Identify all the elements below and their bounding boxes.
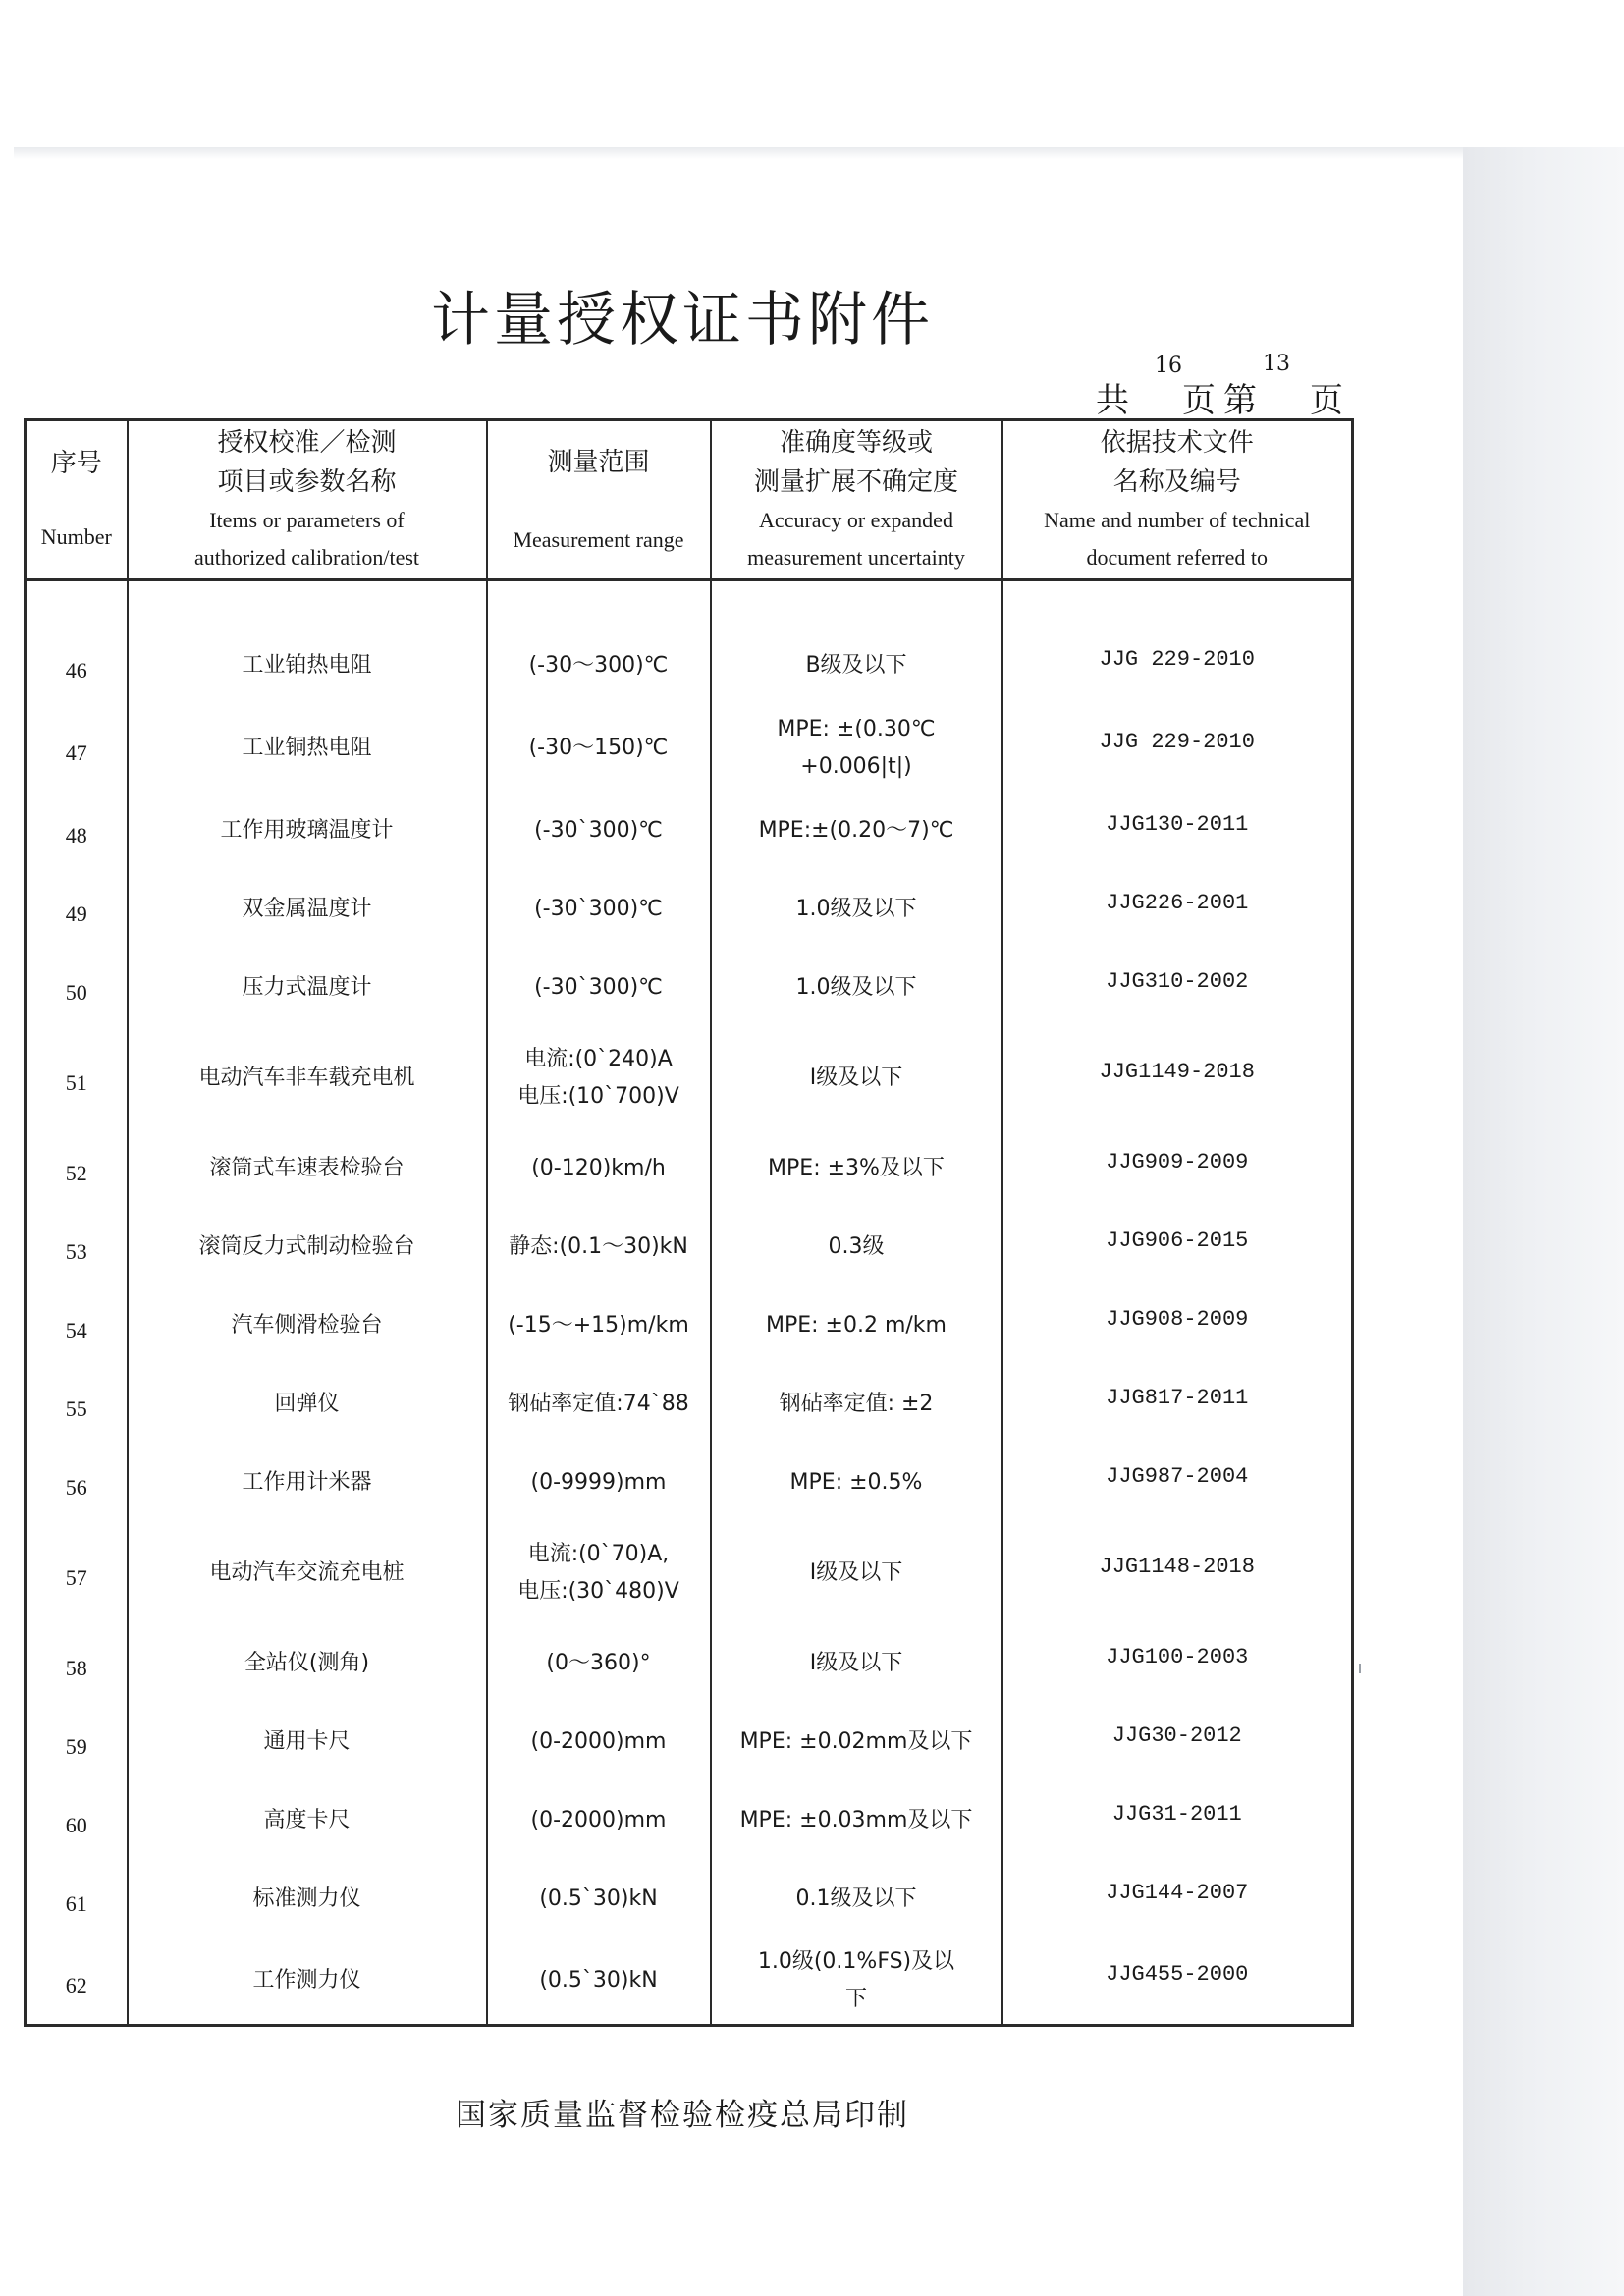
row-range-line: 电压:(30`480)V <box>517 1579 679 1604</box>
table-row <box>26 627 1353 705</box>
row-number: 57 <box>26 1522 128 1624</box>
row-accuracy-line: 1.0级(0.1%FS)及以 <box>757 1949 955 1975</box>
header-item-cn-2: 项目或参数名称 <box>217 467 397 497</box>
table-row <box>26 1208 1353 1286</box>
page-counter <box>1090 352 1355 420</box>
row-accuracy-line: 下 <box>844 1987 867 2012</box>
row-range <box>487 870 711 949</box>
row-range <box>487 627 711 705</box>
row-item: 汽车侧滑检验台 <box>128 1286 487 1365</box>
table-row <box>26 1860 1353 1939</box>
table-row <box>26 1027 1353 1129</box>
row-range-line: (-15～+15)m/km <box>508 1313 689 1338</box>
document-title: 计量授权证书附件 <box>431 286 934 355</box>
row-item: 工业铜热电阻 <box>128 705 487 792</box>
row-accuracy <box>711 1703 1002 1781</box>
row-item: 工业铂热电阻 <box>128 627 487 705</box>
row-document: JJG30-2012 <box>1002 1703 1353 1781</box>
row-number: 48 <box>26 792 128 870</box>
row-range-line: (-30～150)℃ <box>528 736 669 760</box>
table-row <box>26 949 1353 1027</box>
row-document: JJG455-2000 <box>1002 1939 1353 2025</box>
row-accuracy <box>711 705 1002 792</box>
row-accuracy <box>711 1624 1002 1703</box>
header-number-en: Number <box>40 524 112 549</box>
table-row <box>26 1624 1353 1703</box>
header-document-en-2: document referred to <box>1086 545 1268 570</box>
row-accuracy-line: I级及以下 <box>809 1560 903 1585</box>
header-document-cn-2: 名称及编号 <box>1112 467 1241 497</box>
table-row <box>26 705 1353 792</box>
scan-speck <box>1359 1664 1361 1673</box>
row-accuracy-line: 1.0级及以下 <box>795 975 917 1000</box>
row-accuracy-line: MPE: ±3%及以下 <box>768 1156 945 1180</box>
row-item: 全站仪(测角) <box>128 1624 487 1703</box>
row-range <box>487 1703 711 1781</box>
row-document: JJG 229-2010 <box>1002 627 1353 705</box>
header-document-cn-1: 依据技术文件 <box>1100 428 1254 458</box>
row-accuracy <box>711 1129 1002 1208</box>
row-item: 双金属温度计 <box>128 870 487 949</box>
row-item: 电动汽车交流充电桩 <box>128 1522 487 1624</box>
row-item: 工作用计米器 <box>128 1444 487 1522</box>
row-accuracy-line: I级及以下 <box>809 1066 903 1090</box>
row-accuracy-line: MPE: ±0.5% <box>789 1470 923 1495</box>
header-item-en-2: authorized calibration/test <box>193 545 420 570</box>
row-range <box>487 1208 711 1286</box>
row-number: 46 <box>26 627 128 705</box>
row-range <box>487 1624 711 1703</box>
row-document: JJG987-2004 <box>1002 1444 1353 1522</box>
table-top-spacer <box>26 580 1353 628</box>
row-document: JJG1148-2018 <box>1002 1522 1353 1624</box>
row-range-line: (0.5`30)kN <box>539 1886 658 1911</box>
row-range <box>487 792 711 870</box>
row-item: 滚筒式车速表检验台 <box>128 1129 487 1208</box>
row-accuracy-line: +0.006|t|) <box>800 754 912 779</box>
header-accuracy-en-1: Accuracy or expanded <box>759 508 953 532</box>
row-number: 60 <box>26 1781 128 1860</box>
row-item: 回弹仪 <box>128 1365 487 1444</box>
header-number <box>26 420 128 580</box>
row-range-line: 钢砧率定值:74`88 <box>508 1392 689 1416</box>
header-accuracy-en-2: measurement uncertainty <box>747 545 965 570</box>
row-document: JJG226-2001 <box>1002 870 1353 949</box>
footer-printer: 国家质量监督检验检疫总局印制 <box>456 2098 909 2133</box>
row-accuracy-line: 0.1级及以下 <box>795 1886 917 1911</box>
row-range-line: (0-2000)mm <box>530 1729 667 1754</box>
table-row <box>26 1286 1353 1365</box>
certificate-table <box>24 418 1354 2027</box>
row-number: 49 <box>26 870 128 949</box>
row-range-line: 静态:(0.1～30)kN <box>509 1234 688 1259</box>
page-current: 13 <box>1263 352 1290 376</box>
row-item: 通用卡尺 <box>128 1703 487 1781</box>
row-accuracy <box>711 792 1002 870</box>
row-range-line: (0-9999)mm <box>530 1470 667 1495</box>
page-total-prefix: 共 <box>1096 381 1129 420</box>
row-item: 工作用玻璃温度计 <box>128 792 487 870</box>
row-accuracy <box>711 1208 1002 1286</box>
header-item-cn-1: 授权校准／检测 <box>217 428 397 458</box>
row-number: 52 <box>26 1129 128 1208</box>
page-middle-text: 页第 <box>1182 381 1265 420</box>
row-number: 61 <box>26 1860 128 1939</box>
row-item: 工作测力仪 <box>128 1939 487 2025</box>
row-accuracy <box>711 627 1002 705</box>
row-range <box>487 1027 711 1129</box>
page-suffix: 页 <box>1310 381 1343 420</box>
table-body <box>26 580 1353 2026</box>
row-accuracy <box>711 949 1002 1027</box>
row-number: 54 <box>26 1286 128 1365</box>
header-range-en: Measurement range <box>513 526 684 552</box>
row-range-line: (0-120)km/h <box>531 1156 666 1180</box>
row-accuracy-line: MPE:±(0.20～7)℃ <box>758 818 954 843</box>
row-item: 电动汽车非车载充电机 <box>128 1027 487 1129</box>
table-row <box>26 870 1353 949</box>
row-range-line: 电流:(0`240)A <box>524 1047 673 1071</box>
row-accuracy-line: MPE: ±(0.30℃ <box>777 717 936 741</box>
header-item-en-1: Items or parameters of <box>209 508 405 532</box>
row-accuracy-line: MPE: ±0.02mm及以下 <box>739 1729 973 1754</box>
row-document: JJG130-2011 <box>1002 792 1353 870</box>
row-range-line: (0-2000)mm <box>530 1808 667 1832</box>
row-document: JJG817-2011 <box>1002 1365 1353 1444</box>
row-range-line: (-30～300)℃ <box>528 653 669 678</box>
row-accuracy-line: MPE: ±0.2 m/km <box>766 1313 947 1338</box>
table-row <box>26 1703 1353 1781</box>
row-range <box>487 1286 711 1365</box>
row-range-line: (-30`300)℃ <box>534 975 663 1000</box>
row-accuracy <box>711 1522 1002 1624</box>
row-number: 53 <box>26 1208 128 1286</box>
row-document: JJG909-2009 <box>1002 1129 1353 1208</box>
row-accuracy-line: 钢砧率定值: ±2 <box>779 1392 934 1416</box>
scan-edge-right <box>1463 147 1624 2296</box>
row-accuracy-line: B级及以下 <box>805 653 907 678</box>
row-range <box>487 705 711 792</box>
row-document: JJG 229-2010 <box>1002 705 1353 792</box>
row-document: JJG31-2011 <box>1002 1781 1353 1860</box>
row-document: JJG310-2002 <box>1002 949 1353 1027</box>
row-range <box>487 1129 711 1208</box>
row-range <box>487 1444 711 1522</box>
row-item: 标准测力仪 <box>128 1860 487 1939</box>
row-document: JJG1149-2018 <box>1002 1027 1353 1129</box>
row-accuracy <box>711 1860 1002 1939</box>
row-accuracy <box>711 1939 1002 2025</box>
row-range-line: 电流:(0`70)A, <box>527 1542 670 1566</box>
row-accuracy <box>711 1365 1002 1444</box>
row-range <box>487 1781 711 1860</box>
row-range <box>487 1365 711 1444</box>
header-range <box>487 420 711 580</box>
row-range-line: (0.5`30)kN <box>539 1968 658 1994</box>
row-range <box>487 949 711 1027</box>
row-item: 压力式温度计 <box>128 949 487 1027</box>
table-row <box>26 1365 1353 1444</box>
row-number: 47 <box>26 705 128 792</box>
header-accuracy-cn-2: 测量扩展不确定度 <box>753 467 958 497</box>
row-accuracy-line: 1.0级及以下 <box>795 897 917 921</box>
row-number: 56 <box>26 1444 128 1522</box>
header-document-en-1: Name and number of technical <box>1044 508 1311 532</box>
row-accuracy <box>711 1444 1002 1522</box>
row-accuracy <box>711 870 1002 949</box>
row-range-line: (-30`300)℃ <box>534 897 663 921</box>
row-number: 55 <box>26 1365 128 1444</box>
row-item: 高度卡尺 <box>128 1781 487 1860</box>
header-accuracy-cn-1: 准确度等级或 <box>779 428 933 458</box>
row-document: JJG100-2003 <box>1002 1624 1353 1703</box>
row-document: JJG908-2009 <box>1002 1286 1353 1365</box>
table-row <box>26 1129 1353 1208</box>
row-accuracy-line: I级及以下 <box>809 1651 903 1675</box>
row-number: 58 <box>26 1624 128 1703</box>
row-range <box>487 1522 711 1624</box>
header-number-cn: 序号 <box>50 449 102 478</box>
row-document: JJG144-2007 <box>1002 1860 1353 1939</box>
header-accuracy <box>711 420 1002 580</box>
row-accuracy-line: MPE: ±0.03mm及以下 <box>739 1808 973 1832</box>
table-row <box>26 1444 1353 1522</box>
scan-edge-top <box>14 147 1463 159</box>
row-number: 59 <box>26 1703 128 1781</box>
table-row <box>26 1522 1353 1624</box>
row-number: 62 <box>26 1939 128 2025</box>
header-range-cn: 测量范围 <box>547 447 650 477</box>
row-document: JJG906-2015 <box>1002 1208 1353 1286</box>
row-number: 51 <box>26 1027 128 1129</box>
row-item: 滚筒反力式制动检验台 <box>128 1208 487 1286</box>
row-range-line: (0～360)° <box>546 1651 651 1675</box>
row-range-line: (-30`300)℃ <box>534 818 663 843</box>
row-range-line: 电压:(10`700)V <box>517 1084 679 1109</box>
header-item <box>128 420 487 580</box>
header-document <box>1002 420 1353 580</box>
row-accuracy <box>711 1027 1002 1129</box>
row-range <box>487 1939 711 2025</box>
row-number: 50 <box>26 949 128 1027</box>
table-row <box>26 792 1353 870</box>
table-row <box>26 1939 1353 2025</box>
table-row <box>26 1781 1353 1860</box>
row-accuracy <box>711 1781 1002 1860</box>
row-range <box>487 1860 711 1939</box>
table-header-row <box>26 420 1353 580</box>
page-total: 16 <box>1155 354 1182 378</box>
row-accuracy-line: 0.3级 <box>828 1234 885 1259</box>
row-accuracy <box>711 1286 1002 1365</box>
